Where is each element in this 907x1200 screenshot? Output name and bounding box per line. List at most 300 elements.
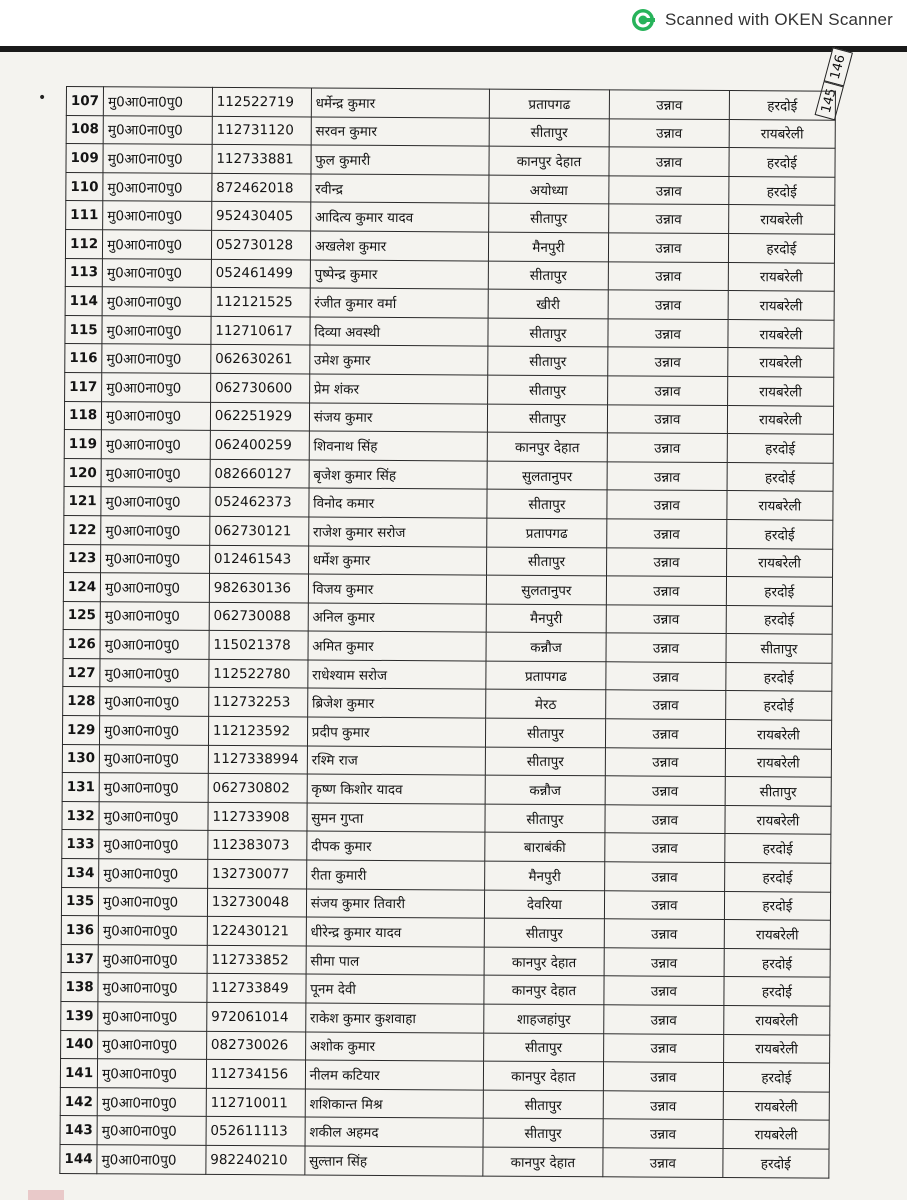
pno-number-cell: 972061014 — [207, 1002, 306, 1031]
home-district-cell: सीतापुर — [486, 547, 606, 576]
current-district-cell: उन्नाव — [607, 462, 727, 491]
serial-number-cell: 130 — [62, 744, 99, 773]
pno-number-cell: 952430405 — [211, 202, 310, 231]
current-district-cell: उन्नाव — [606, 719, 726, 748]
scanner-header — [0, 0, 907, 44]
current-district-cell: उन्नाव — [604, 976, 724, 1005]
cadre-cell: मु0आ0ना0पु0 — [100, 601, 209, 630]
current-district-cell: उन्नाव — [606, 604, 726, 633]
transfer-district-cell: रायबरेली — [728, 291, 834, 320]
cadre-cell: मु0आ0ना0पु0 — [104, 87, 213, 116]
home-district-cell: सीतापुर — [488, 261, 608, 290]
pno-number-cell: 052611113 — [206, 1117, 305, 1146]
pno-number-cell: 115021378 — [209, 631, 308, 660]
current-district-cell: उन्नाव — [603, 1091, 723, 1120]
home-district-cell: सीतापुर — [487, 489, 607, 518]
pno-number-cell: 122430121 — [207, 917, 306, 946]
serial-number-cell: 109 — [66, 144, 103, 173]
current-district-cell: उन्नाव — [608, 319, 728, 348]
current-district-cell: उन्नाव — [609, 90, 729, 119]
transfer-district-cell: सीतापुर — [725, 777, 831, 806]
pno-number-cell: 112731120 — [212, 116, 311, 145]
table-row — [66, 115, 835, 148]
employee-name-cell: राजेश कुमार सरोज — [308, 517, 486, 547]
transfer-district-cell: हरदोई — [725, 834, 831, 863]
transfer-district-cell: रायबरेली — [727, 376, 833, 405]
employee-name-cell: रंजीत कुमार वर्मा — [310, 288, 488, 318]
home-district-cell: कन्नौज — [486, 632, 606, 661]
pno-number-cell: 112733852 — [207, 945, 306, 974]
home-district-cell: अयोध्या — [489, 175, 609, 204]
home-district-cell: कन्नौज — [485, 775, 605, 804]
home-district-cell: कानपुर देहात — [483, 1061, 603, 1090]
current-district-cell: उन्नाव — [605, 833, 725, 862]
serial-number-cell: 138 — [61, 973, 98, 1002]
roster-body — [60, 87, 836, 1178]
table-row — [61, 944, 830, 977]
pno-number-cell: 082730026 — [206, 1031, 305, 1060]
table-row — [63, 601, 832, 634]
employee-name-cell: शशिकान्त मिश्र — [305, 1089, 483, 1119]
home-district-cell: सुलतानुपर — [486, 575, 606, 604]
current-district-cell: उन्नाव — [607, 433, 727, 462]
cadre-cell: मु0आ0ना0पु0 — [102, 401, 211, 430]
serial-number-cell: 133 — [62, 830, 99, 859]
employee-name-cell: अनिल कुमार — [308, 603, 486, 633]
current-district-cell: उन्नाव — [603, 1062, 723, 1091]
cadre-cell: मु0आ0ना0पु0 — [101, 458, 210, 487]
serial-number-cell: 122 — [64, 515, 101, 544]
pno-number-cell: 112710011 — [206, 1088, 305, 1117]
table-row — [62, 801, 831, 834]
cadre-cell: मु0आ0ना0पु0 — [101, 573, 210, 602]
cadre-cell: मु0आ0ना0पु0 — [103, 144, 212, 173]
table-row — [60, 1116, 829, 1149]
employee-name-cell: सुमन गुप्ता — [307, 803, 485, 833]
transfer-district-cell: हरदोई — [727, 434, 833, 463]
employee-name-cell: रश्मि राज — [307, 746, 485, 776]
transfer-district-cell: रायबरेली — [724, 1006, 830, 1035]
transfer-district-cell: हरदोई — [724, 863, 830, 892]
cadre-cell: मु0आ0ना0पु0 — [99, 830, 208, 859]
transfer-district-cell: हरदोई — [724, 891, 830, 920]
home-district-cell: मैनपुरी — [488, 232, 608, 261]
home-district-cell: सुलतानुपर — [487, 461, 607, 490]
transfer-district-cell: रायबरेली — [725, 720, 831, 749]
pno-number-cell: 062630261 — [211, 345, 310, 374]
serial-number-cell: 128 — [63, 687, 100, 716]
table-row — [63, 573, 832, 606]
pno-number-cell: 1127338994 — [208, 745, 307, 774]
employee-name-cell: संजय कुमार — [309, 403, 487, 433]
home-district-cell: प्रतापगढ — [486, 518, 606, 547]
home-district-cell: सीतापुर — [489, 118, 609, 147]
serial-number-cell: 142 — [60, 1087, 97, 1116]
table-row — [63, 630, 832, 663]
cadre-cell: मु0आ0ना0पु0 — [101, 544, 210, 573]
table-row — [64, 515, 833, 548]
cadre-cell: मु0आ0ना0पु0 — [102, 315, 211, 344]
table-row — [62, 830, 831, 863]
transfer-district-cell: रायबरेली — [728, 205, 834, 234]
current-district-cell: उन्नाव — [606, 633, 726, 662]
pno-number-cell: 062730802 — [208, 774, 307, 803]
cadre-cell: मु0आ0ना0पु0 — [99, 887, 208, 916]
serial-number-cell: 111 — [66, 201, 103, 230]
employee-name-cell: पुष्पेन्द्र कुमार — [310, 260, 488, 290]
table-row — [62, 716, 831, 749]
cadre-cell: मु0आ0ना0पु0 — [97, 1145, 206, 1174]
current-district-cell: उन्नाव — [608, 376, 728, 405]
pno-number-cell: 112710617 — [211, 316, 310, 345]
serial-number-cell: 121 — [64, 487, 101, 516]
pno-number-cell: 052730128 — [211, 230, 310, 259]
serial-number-cell: 110 — [66, 172, 103, 201]
employee-name-cell: प्रेम शंकर — [309, 374, 487, 404]
pno-number-cell: 112123592 — [208, 716, 307, 745]
serial-number-cell: 117 — [65, 372, 102, 401]
cadre-cell: मु0आ0ना0पु0 — [98, 1002, 207, 1031]
cadre-cell: मु0आ0ना0पु0 — [102, 373, 211, 402]
serial-number-cell: 134 — [62, 859, 99, 888]
scanner-label: Scanned with OKEN Scanner — [664, 10, 893, 29]
home-district-cell: मैनपुरी — [486, 604, 606, 633]
serial-number-cell: 120 — [64, 458, 101, 487]
transfer-district-cell: रायबरेली — [723, 1091, 829, 1120]
transfer-district-cell: हरदोई — [725, 691, 831, 720]
pno-number-cell: 062400259 — [210, 431, 309, 460]
home-district-cell: सीतापुर — [485, 804, 605, 833]
home-district-cell: कानपुर देहात — [483, 1147, 603, 1176]
transfer-district-cell: हरदोई — [723, 1063, 829, 1092]
serial-number-cell: 123 — [64, 544, 101, 573]
employee-name-cell: विजय कुमार — [308, 574, 486, 604]
table-row — [61, 973, 830, 1006]
cadre-cell: मु0आ0ना0पु0 — [97, 1116, 206, 1145]
current-district-cell: उन्नाव — [605, 747, 725, 776]
cadre-cell: मु0आ0ना0पु0 — [100, 687, 209, 716]
home-district-cell: सीतापुर — [488, 346, 608, 375]
serial-number-cell: 119 — [64, 430, 101, 459]
employee-name-cell: शकील अहमद — [305, 1117, 483, 1147]
home-district-cell: सीतापुर — [483, 1033, 603, 1062]
table-row — [65, 258, 834, 291]
fragment-number: 146 — [824, 48, 853, 87]
pno-number-cell: 982240210 — [206, 1145, 305, 1174]
employee-name-cell: शिवनाथ सिंह — [309, 431, 487, 461]
table-row — [65, 287, 834, 320]
transfer-district-cell: रायबरेली — [728, 262, 834, 291]
current-district-cell: उन्नाव — [607, 404, 727, 433]
table-row — [62, 744, 831, 777]
cadre-cell: मु0आ0ना0पु0 — [101, 487, 210, 516]
current-district-cell: उन्नाव — [603, 1119, 723, 1148]
current-district-cell: उन्नाव — [609, 147, 729, 176]
table-row — [64, 544, 833, 577]
transfer-district-cell: हरदोई — [729, 148, 835, 177]
cadre-cell: मु0आ0ना0पु0 — [101, 516, 210, 545]
table-row — [66, 201, 835, 234]
cadre-cell: मु0आ0ना0पु0 — [100, 716, 209, 745]
table-row — [64, 401, 833, 434]
transfer-district-cell: रायबरेली — [728, 348, 834, 377]
employee-name-cell: राधेश्याम सरोज — [308, 660, 486, 690]
serial-number-cell: 143 — [60, 1116, 97, 1145]
home-district-cell: सीतापुर — [487, 404, 607, 433]
serial-number-cell: 116 — [65, 344, 102, 373]
cadre-cell: मु0आ0ना0पु0 — [103, 173, 212, 202]
cadre-cell: मु0आ0ना0पु0 — [99, 744, 208, 773]
transfer-district-cell: हरदोई — [726, 577, 832, 606]
cadre-cell: मु0आ0ना0पु0 — [98, 1059, 207, 1088]
employee-name-cell: रीता कुमारी — [306, 860, 484, 890]
cadre-cell: मु0आ0ना0पु0 — [102, 258, 211, 287]
table-row — [66, 87, 835, 120]
home-district-cell: सीतापुर — [483, 1090, 603, 1119]
serial-number-cell: 141 — [60, 1059, 97, 1088]
home-district-cell: कानपुर देहात — [489, 146, 609, 175]
employee-name-cell: सीमा पाल — [306, 946, 484, 976]
home-district-cell: सीतापुर — [483, 1118, 603, 1147]
cadre-cell: मु0आ0ना0पु0 — [103, 230, 212, 259]
serial-number-cell: 108 — [66, 115, 103, 144]
current-district-cell: उन्नाव — [608, 347, 728, 376]
margin-dot: • — [38, 90, 47, 106]
current-district-cell: उन्नाव — [606, 690, 726, 719]
table-row — [61, 887, 830, 920]
current-district-cell: उन्नाव — [609, 118, 729, 147]
transfer-district-cell: हरदोई — [727, 462, 833, 491]
serial-number-cell: 113 — [65, 258, 102, 287]
employee-name-cell: फुल कुमारी — [311, 145, 489, 175]
pno-number-cell: 062251929 — [210, 402, 309, 431]
cadre-cell: मु0आ0ना0पु0 — [98, 916, 207, 945]
cadre-cell: मु0आ0ना0पु0 — [100, 659, 209, 688]
serial-number-cell: 140 — [61, 1030, 98, 1059]
employee-name-cell: सुल्तान सिंह — [305, 1146, 483, 1176]
pno-number-cell: 112733849 — [207, 974, 306, 1003]
home-district-cell: प्रतापगढ — [486, 661, 606, 690]
cadre-cell: मु0आ0ना0पु0 — [100, 630, 209, 659]
serial-number-cell: 112 — [65, 229, 102, 258]
serial-number-cell: 125 — [63, 601, 100, 630]
transfer-district-cell: रायबरेली — [723, 1034, 829, 1063]
table-row — [63, 687, 832, 720]
employee-name-cell: सरवन कुमार — [311, 117, 489, 147]
home-district-cell: देवरिया — [484, 890, 604, 919]
cadre-cell: मु0आ0ना0पु0 — [98, 945, 207, 974]
table-row — [65, 229, 834, 262]
transfer-district-cell: हरदोई — [724, 948, 830, 977]
table-row — [60, 1059, 829, 1092]
cadre-cell: मु0आ0ना0पु0 — [98, 973, 207, 1002]
serial-number-cell: 132 — [62, 801, 99, 830]
pno-number-cell: 052462373 — [210, 488, 309, 517]
serial-number-cell: 127 — [63, 658, 100, 687]
bottom-edge-mark — [28, 1190, 64, 1200]
current-district-cell: उन्नाव — [609, 204, 729, 233]
table-row — [61, 1030, 830, 1063]
current-district-cell: उन्नाव — [604, 948, 724, 977]
home-district-cell: सीतापुर — [488, 318, 608, 347]
home-district-cell: शाहजहांपुर — [484, 1004, 604, 1033]
employee-name-cell: आदित्य कुमार यादव — [310, 202, 488, 232]
transfer-district-cell: हरदोई — [726, 519, 832, 548]
cadre-cell: मु0आ0ना0पु0 — [102, 287, 211, 316]
pno-number-cell: 112732253 — [208, 688, 307, 717]
serial-number-cell: 115 — [65, 315, 102, 344]
table-row — [66, 172, 835, 205]
fragment-number: 145 — [815, 81, 844, 120]
pno-number-cell: 872462018 — [212, 173, 311, 202]
pno-number-cell: 082660127 — [210, 459, 309, 488]
employee-name-cell: संजय कुमार तिवारी — [306, 889, 484, 919]
current-district-cell: उन्नाव — [607, 547, 727, 576]
employee-name-cell: अशोक कुमार — [305, 1032, 483, 1062]
home-district-cell: कानपुर देहात — [484, 947, 604, 976]
home-district-cell: सीतापुर — [484, 918, 604, 947]
employee-name-cell: दीपक कुमार — [307, 831, 485, 861]
pno-number-cell: 012461543 — [209, 545, 308, 574]
employee-name-cell: बृजेश कुमार सिंह — [309, 460, 487, 490]
oken-logo-icon — [631, 8, 655, 32]
employee-name-cell: विनोद कमार — [309, 488, 487, 518]
transfer-district-cell: हरदोई — [729, 176, 835, 205]
table-row — [65, 315, 834, 348]
employee-name-cell: दिव्या अवस्थी — [310, 317, 488, 347]
serial-number-cell: 131 — [62, 773, 99, 802]
pno-number-cell: 112522719 — [212, 87, 311, 116]
employee-name-cell: राकेश कुमार कुशवाहा — [305, 1003, 483, 1033]
pno-number-cell: 062730121 — [210, 516, 309, 545]
employee-name-cell: उमेश कुमार — [309, 345, 487, 375]
home-district-cell: मैनपुरी — [484, 861, 604, 890]
cadre-cell: मु0आ0ना0पु0 — [103, 201, 212, 230]
pno-number-cell: 062730088 — [209, 602, 308, 631]
transfer-district-cell: रायबरेली — [727, 491, 833, 520]
cadre-cell: मु0आ0ना0पु0 — [99, 802, 208, 831]
employee-name-cell: अमित कुमार — [308, 631, 486, 661]
current-district-cell: उन्नाव — [606, 576, 726, 605]
table-row — [64, 487, 833, 520]
pno-number-cell: 112522780 — [209, 659, 308, 688]
employee-name-cell: रवीन्द्र — [311, 174, 489, 204]
cadre-cell: मु0आ0ना0पु0 — [101, 430, 210, 459]
current-district-cell: उन्नाव — [603, 1148, 723, 1177]
employee-name-cell: पूनम देवी — [306, 974, 484, 1004]
serial-number-cell: 135 — [61, 887, 98, 916]
transfer-district-cell: हरदोई — [726, 662, 832, 691]
serial-number-cell: 144 — [60, 1144, 97, 1173]
serial-number-cell: 124 — [63, 573, 100, 602]
table-row — [62, 773, 831, 806]
cadre-cell: मु0आ0ना0पु0 — [103, 115, 212, 144]
current-district-cell: उन्नाव — [604, 1005, 724, 1034]
serial-number-cell: 136 — [61, 916, 98, 945]
pno-number-cell: 112383073 — [208, 831, 307, 860]
table-row — [61, 916, 830, 949]
transfer-district-cell: रायबरेली — [724, 920, 830, 949]
transfer-district-cell: हरदोई — [729, 91, 835, 120]
home-district-cell: कानपुर देहात — [487, 432, 607, 461]
home-district-cell: बाराबंकी — [485, 833, 605, 862]
table-row — [64, 430, 833, 463]
transfer-district-cell: रायबरेली — [723, 1120, 829, 1149]
pno-number-cell: 132730048 — [207, 888, 306, 917]
transfer-district-cell: रायबरेली — [727, 405, 833, 434]
pno-number-cell: 052461499 — [211, 259, 310, 288]
pno-number-cell: 112734156 — [206, 1060, 305, 1089]
current-district-cell: उन्नाव — [604, 890, 724, 919]
table-row — [63, 658, 832, 691]
cadre-cell: मु0आ0ना0पु0 — [98, 1030, 207, 1059]
current-district-cell: उन्नाव — [609, 176, 729, 205]
transfer-district-cell: रायबरेली — [725, 748, 831, 777]
serial-number-cell: 118 — [64, 401, 101, 430]
cadre-cell: मु0आ0ना0पु0 — [97, 1087, 206, 1116]
serial-number-cell: 139 — [61, 1001, 98, 1030]
transfer-district-cell: रायबरेली — [728, 319, 834, 348]
home-district-cell: सीतापुर — [485, 718, 605, 747]
current-district-cell: उन्नाव — [605, 776, 725, 805]
transfer-district-cell: रायबरेली — [729, 119, 835, 148]
current-district-cell: उन्नाव — [607, 519, 727, 548]
current-district-cell: उन्नाव — [608, 261, 728, 290]
current-district-cell: उन्नाव — [605, 862, 725, 891]
pno-number-cell: 112733881 — [212, 145, 311, 174]
employee-name-cell: धर्मेन्द्र कुमार — [311, 88, 489, 118]
employee-name-cell: प्रदीप कुमार — [307, 717, 485, 747]
home-district-cell: प्रतापगढ — [489, 89, 609, 118]
employee-name-cell: ब्रिजेश कुमार — [307, 688, 485, 718]
transfer-district-cell: हरदोई — [723, 1149, 829, 1178]
current-district-cell: उन्नाव — [607, 490, 727, 519]
pno-number-cell: 132730077 — [207, 859, 306, 888]
home-district-cell: खीरी — [488, 289, 608, 318]
table-row — [61, 1001, 830, 1034]
cadre-cell: मु0आ0ना0पु0 — [99, 859, 208, 888]
cadre-cell: मु0आ0ना0पु0 — [102, 344, 211, 373]
current-district-cell: उन्नाव — [609, 233, 729, 262]
serial-number-cell: 126 — [63, 630, 100, 659]
table-row — [62, 859, 831, 892]
transfer-roster-table — [59, 86, 836, 1178]
transfer-district-cell: रायबरेली — [725, 805, 831, 834]
pno-number-cell: 982630136 — [209, 573, 308, 602]
current-district-cell: उन्नाव — [606, 662, 726, 691]
current-district-cell: उन्नाव — [604, 919, 724, 948]
table-row — [64, 458, 833, 491]
employee-name-cell: नीलम कटियार — [305, 1060, 483, 1090]
transfer-district-cell: हरदोई — [724, 977, 830, 1006]
transfer-district-cell: सीतापुर — [726, 634, 832, 663]
employee-name-cell: धीरेन्द्र कुमार यादव — [306, 917, 484, 947]
pno-number-cell: 062730600 — [210, 373, 309, 402]
current-district-cell: उन्नाव — [605, 805, 725, 834]
pno-number-cell: 112733908 — [208, 802, 307, 831]
home-district-cell: मेरठ — [485, 690, 605, 719]
employee-name-cell: धर्मेश कुमार — [308, 545, 486, 575]
cadre-cell: मु0आ0ना0पु0 — [99, 773, 208, 802]
table-row — [60, 1144, 829, 1177]
home-district-cell: कानपुर देहात — [484, 975, 604, 1004]
serial-number-cell: 129 — [62, 716, 99, 745]
serial-number-cell: 114 — [65, 287, 102, 316]
home-district-cell: सीतापुर — [487, 375, 607, 404]
current-district-cell: उन्नाव — [604, 1033, 724, 1062]
home-district-cell: सीतापुर — [488, 203, 608, 232]
serial-number-cell: 137 — [61, 944, 98, 973]
